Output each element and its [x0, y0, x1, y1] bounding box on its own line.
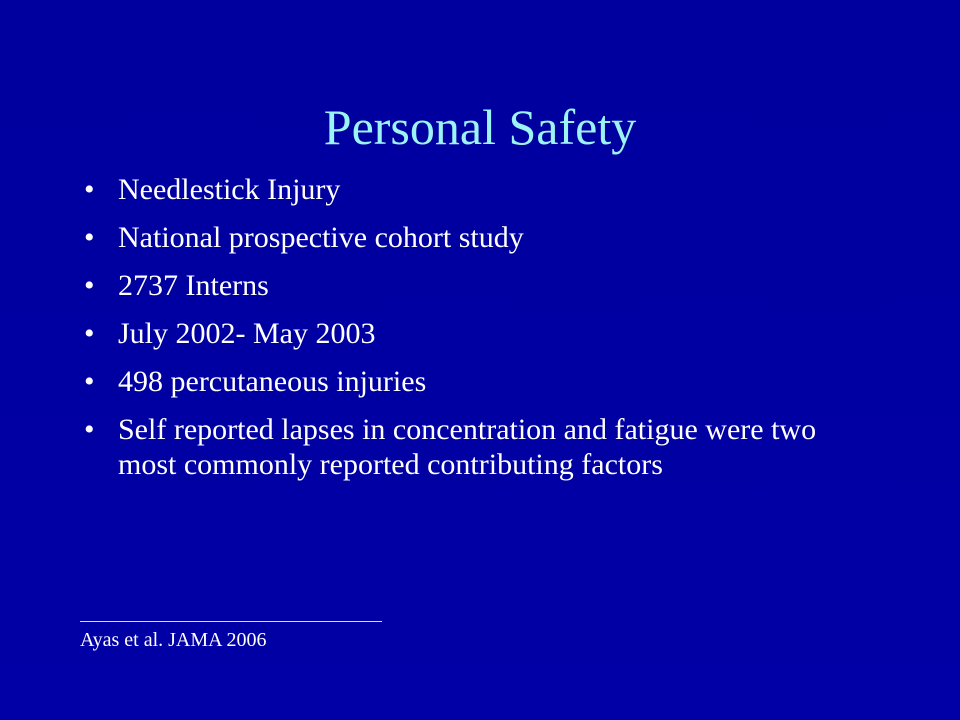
citation-divider: [80, 621, 382, 622]
bullet-text: 498 percutaneous injuries: [118, 365, 427, 398]
bullet-dot-icon: •: [84, 173, 95, 206]
bullet-item: [80, 412, 870, 482]
slide-title: Personal Safety: [323, 99, 637, 155]
bullet-text: July 2002- May 2003: [118, 317, 376, 350]
bullet-item: [80, 268, 870, 303]
bullet-item: [80, 172, 870, 207]
bullet-item: [80, 220, 870, 255]
bullet-dot-icon: •: [84, 269, 95, 302]
bullet-text: 2737 Interns: [118, 269, 269, 302]
bullet-dot-icon: •: [84, 317, 95, 350]
bullet-dot-icon: •: [84, 221, 95, 254]
bullet-dot-icon: •: [84, 365, 95, 398]
bullet-item: [80, 316, 870, 351]
citation: Ayas et al. JAMA 2006: [80, 629, 267, 651]
bullet-text: Self reported lapses in concentration and fatigue were two most commonly reported contributing factors: [118, 413, 817, 481]
bullet-item: [80, 364, 870, 399]
bullet-text: National prospective cohort study: [118, 221, 524, 254]
bullet-text: Needlestick Injury: [118, 173, 341, 206]
bullet-list: [80, 172, 870, 495]
bullet-dot-icon: •: [84, 413, 95, 446]
